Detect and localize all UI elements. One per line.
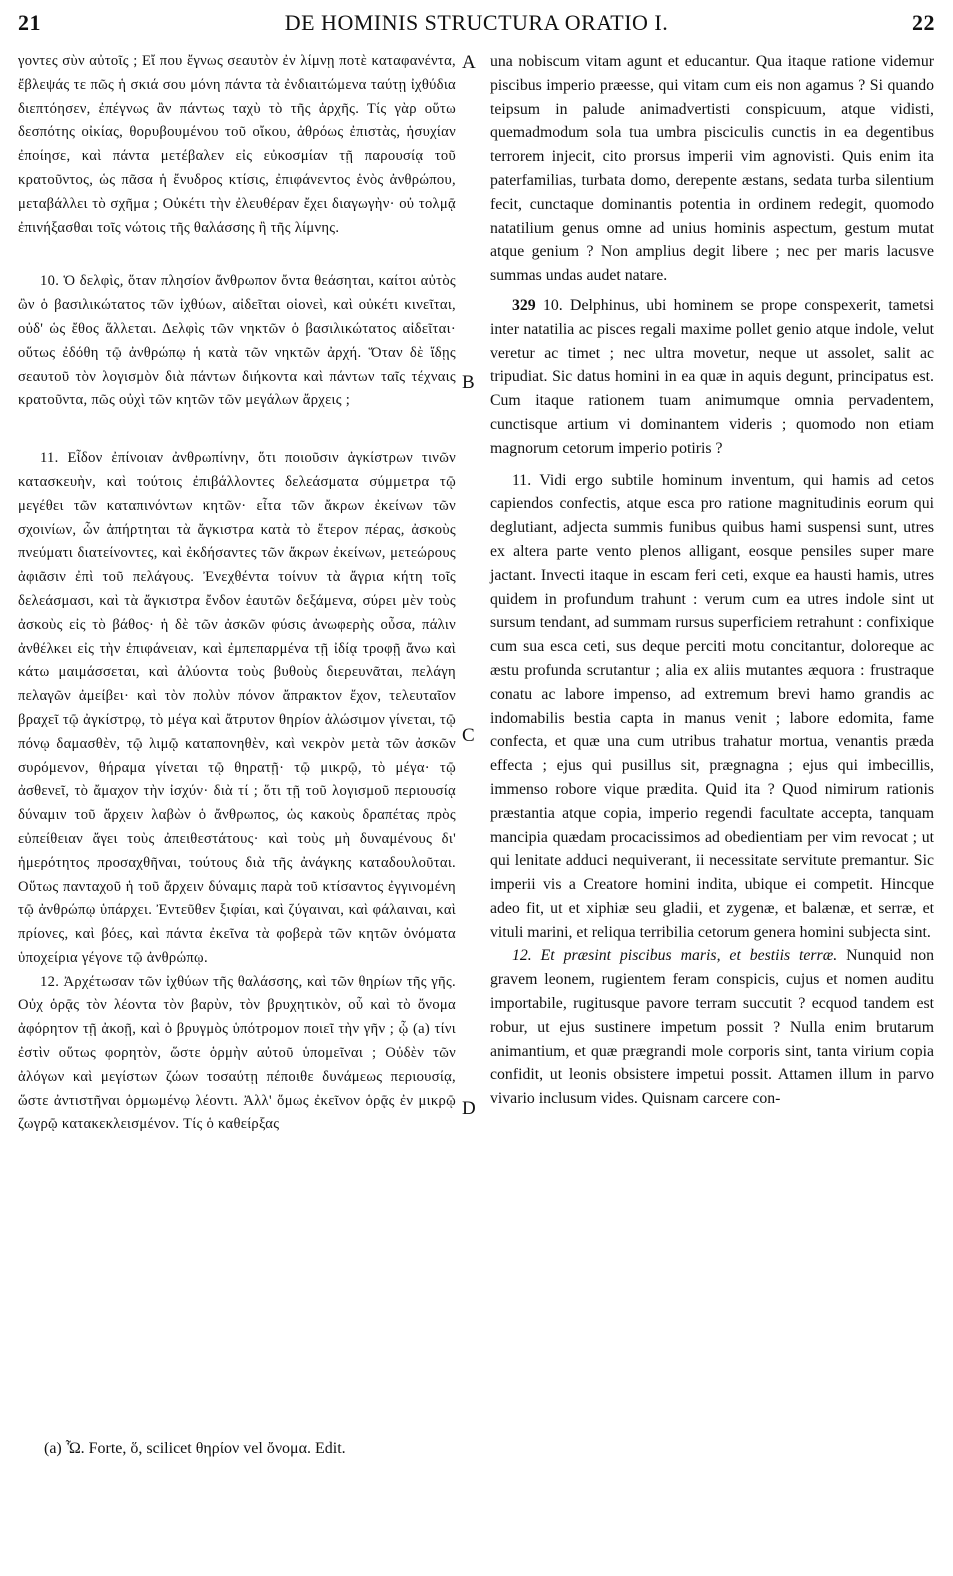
greek-paragraph-9: γοντες σὺν αὐτοῖς ; Εἴ που ἔγνως σεαυτὸν ἐν λίμνῃ ποτὲ καταφανέντα, ἔβλεψάς τε πῶς ἡ σκιά σου μόνη πάντα τὰ ἐνδιαιτώμενα ταύτῃ ἰχθύδια διεπτόησεν, ἐπέγνως ἂν πάντως ταχὺ τὸ τῆς ἀρχῆς. Τίς γὰρ οὕτω δεσπότης οἰκίας, θορυβουμένου τοῦ οἴκου, ἀθρόως ἐπιστὰς, ἡσυχίαν ἐποίησε, καὶ πάντα μετέβαλεν εἰς εὐκοσμίαν τῇ παρουσίᾳ τοῦ κρατοῦντος, ὡς πᾶσα ἡ ἔνυδρος κτίσις, ἐπιφάνεντος ἑνὸς ἀνθρώπου, μεταβάλλει τὸ σχῆμα ; Οὐκέτι τὴν ἐλευθέραν ἔχει διαγωγὴν· οὐ τολμᾷ ἐπινήξασθαι τοῖς νώτοις τῆς θαλάσσης ἢ τῆς λίμνης. (18, 53, 456, 236)
latin-paragraph-12-text: Nunquid non gravem leonem, rugientem feram conspicis, cujus et nomen auditu importabile, rugitusque pavore terram succutit ? ecquod tandem est robur, ut ejus sustinere impetum possit ? Nulla enim brutarum animantium, et quæ prægrandi mole corporis sint, tanta virium copia confidit, ut leonis obsistere impetui possit. Attamen illum in parvo vivario inclusum vides. Quisnam carcere con- (490, 947, 934, 1108)
margin-letter-d: D (462, 1098, 476, 1119)
latin-paragraph-9: una nobiscum vitam agunt et educantur. Qua itaque ratione videmur piscibus imperio præesse, qui vitam cum eis non agamus ? Si quando teipsum in palude animadvertisti conspicuum, atque vidisti, quemadmodum sola tua umbra pisciculis cunctis in ea degentibus terrorem injecit, cito prorsus imperii vim agnovisti. Quis enim ita paterfamilias, turbata domo, derepente æstans, sedata turba silentium fecit, cunctaque dominantis potentia in ordinem redegit, quomodo natatilium genus omne ad unius hominis aspectum, gestum mutat atque genium ? Non amplius degit libere ; nec per maris lacusve summas undas audet natare. (490, 53, 934, 285)
left-page-number: 21 (18, 10, 41, 35)
margin-letter-b: B (462, 372, 475, 393)
right-page-number: 22 (912, 10, 935, 35)
latin-paragraph-12 (490, 944, 934, 1111)
footnote: (a) Ὧ. Forte, ὅ, scilicet θηρίον vel ὄνομα. Edit. (44, 1440, 346, 1457)
latin-paragraph-10 (490, 294, 934, 461)
latin-paragraph-11: 11. Vidi ergo subtile hominum inventum, qui hamis ad cetos capiendos confectis, atque esca pro ratione magnitudinis eorum qui deglutiant, adjecta summis funibus quibus hami suspensi sunt, utres ex altera parte vento plenos alligant, eosque pensiles super mare jactant. Invecti itaque in escam feri ceti, exque ea hausti hamis, utres quidem in profundum trahunt : verum cum ea utres indole sint ut sursum tendant, ad summam rursus superficiem retrahunt : confixique cum sua esca ceti, sus deque perciti motu concitantur, doloreque ac æstu profunda scrutantur ; alia ex aliis mutantes æquora : frustraque conatu ac labore impenso, ad extremum brevi hamo grandis ac indomabilis bestia capta in manus venit ; labore edomita, fame confecta, et quæ una cum utribus trahatur mortua, venantis præda effecta ; ejus qui pusillus sit, prægnagna ; ejus qui imbecillis, immenso robore viquе prædita. Quid ita ? Quod nimirum rationis præstantia atque copia, imperio regendi facultate accepta, tanquam mancipia quædam procacissimos ad obedientiam per vim revocat ; ut qui lenitate adduci nequiverant, ii necessitate servitute premantur. Sic imperii vis a Creatore homini indita, ubique ei competit. Hincque adeo fit, ut et xiphiæ seu gladii, et zygenæ, et balænæ, et serræ, et vituli marini, et reliqua terribilia cetorum genera homini subjecta sint. (490, 471, 934, 941)
latin-column (490, 50, 934, 1111)
greek-paragraph-10: 10. Ὁ δελφὶς, ὅταν πλησίον ἄνθρωπον ὄντα θεάσηται, καίτοι αὐτὸς ὢν ὁ βασιλικώτατος τῶν ἰχθύων, αἰδεῖται οἱονεὶ, καὶ οὐκέτι κινεῖται, οὐδ' ὡς ἔθος ἅλλεται. Δελφὶς τῶν νηκτῶν ὁ βασιλικώτατος αἰδεῖται· οὕτως ἐδόθη τῷ ἀνθρώπῳ ἡ κατὰ τῶν νηκτῶν ἀρχή. Ὅταν δὲ ἴδῃς σεαυτοῦ τὸν λογισμὸν διὰ πάντων διήκοντα καὶ πάντων ταῖς τέχναις κρατοῦντα, πῶς οὐχὶ τῶν κητῶν τῶν μεγάλων ἄρχεις ; (18, 273, 456, 409)
latin-paragraph-10-text: 10. Delphinus, ubi hominem se prope conspexerit, tametsi inter natatilia ac pisces regali maxime pollet genio atque indole, velut veretur ac timet ; nec ultra movetur, neque ut assolet, salit ac tripudiat. Sic datus homini in ea quæ in aquis degunt, principatus est. Cum itaque rationem tuam animumque omnia pervadentem, cunctisque artium vi dominantem videris ; quomodo non etiam magnorum cetorum imperio potiris ? (490, 296, 934, 457)
greek-column (18, 50, 456, 1137)
latin-paragraph-12-heading: 12. Et præsint piscibus maris, et bestiis terræ. (512, 947, 838, 965)
greek-paragraph-11: 11. Εἶδον ἐπίνοιαν ἀνθρωπίνην, ὅτι ποιοῦσιν ἀγκίστρων τινῶν κατασκευὴν, καὶ τούτοις ἐπιβάλλοντες δελεάσματα σύμμετρα τῷ μεγέθει τῶν καταπινόντων κητῶν· εἶτα τῶν ἄκρων ἐκείνων τῶν σχοινίων, ὧν ἀπήρτηται τὰ ἄγκιστρα κατὰ τὸ ἕτερον πέρας, ἀσκοὺς πνεύματι διατείνοντες, καὶ ἐκδήσαντες τῶν ἄκρων ἐκείνων, μετεώρους ἀφιᾶσιν ἐπὶ τοῦ πελάγους. Ἐνεχθέντα τοίνυν τὰ ἄγρια κήτη τοῖς δελεάσμασι, καὶ τὰ ἄγκιστρα ἔνδον ἑαυτῶν δεξάμενα, σύρει μὲν τοὺς ἀσκοὺς εἰς τὸ βάθος· ἡ δὲ τῶν ἀσκῶν φύσις ἀνωφερὴς οὖσα, πάλιν ἀνθέλκει εἰς τὴν ἐπιφάνειαν, καὶ ἐμπεπαρμένα τῇ ἰδίᾳ τροφῇ ἄνω καὶ κάτω μαιμάσσεται, καὶ ἀλύοντα τοὺς βυθοὺς διερευνᾶται, πελάγη πελαγῶν ἀμείβει· καὶ τὸν πολὺν πόνον ἄπρακτον ἔχον, τελευταῖον βραχεῖ τῷ ἀγκίστρῳ, τὸ μέγα καὶ ἄτρυτον θηρίον ἁλώσιμον γίνεται, τῷ πόνῳ δαμασθὲν, τῷ λιμῷ καταπονηθὲν, καὶ νεκρὸν μετὰ τῶν ἀσκῶν συρόμενον, θήραμα γίνεται τῷ θηρατῇ· τῷ μικρῷ, τὸ μέγα· τῷ ἀσθενεῖ, τὸ ἄμαχον τὴν ἰσχύν· διὰ τί ; ὅτι τῇ τοῦ λογισμοῦ περιουσίᾳ δύναμιν τοῦ ἄρχειν λαβὼν ὁ ἄνθρωπος, ὡς κακοὺς δραπέτας πρὸς εὐπείθειαν ἄγει τοὺς ἀπειθεστάτους· καὶ τοὺς μὴ δυναμένους δι' ἡμερότητος προσαχθῆναι, τούτους διὰ τῆς ἀνάγκης καταδουλοῦται. Οὕτως πανταχοῦ ἡ τοῦ ἄρχειν δύναμις παρὰ τοῦ κτίσαντος ἐγγινομένη τῷ ἀνθρώπῳ ὑπάρχει. Ἐντεῦθεν ξιφίαι, καὶ ζύγαιναι, καὶ φάλαιναι, καὶ πρίονες, καὶ βόες, καὶ πάντα ἐκεῖνα τὰ φοβερὰ τῶν κητῶν ὀνόματα ὑποχείρια γέγονε τῷ ἀνθρώπῳ. (18, 450, 456, 966)
edition-page-number: 329 (512, 296, 536, 314)
margin-letter-c: C (462, 725, 475, 746)
greek-paragraph-12: 12. Ἀρχέτωσαν τῶν ἰχθύων τῆς θαλάσσης, καὶ τῶν θηρίων τῆς γῆς. Οὐχ ὁρᾷς τὸν λέοντα τὸν βαρὺν, τὸν βρυχητικὸν, οὗ καὶ τὸ ὄνομα ἀφόρητον τῇ ἀκοῇ, καὶ ὁ βρυγμὸς ὑπότρομον ποιεῖ τὴν γῆν ; ᾧ (a) τίνι ἐστὶν οὕτως φορητὸν, ὥστε ὁρμὴν αὐτοῦ ὑπομεῖναι ; Οὐδὲν τῶν ἀλόγων καὶ μεγίστων ζώων τοσαύτῃ πέποιθε δυνάμεως περιουσίᾳ, ὥστε ἀντιστῆναι ὁρμωμένῳ λέοντι. Ἀλλ' ὅμως ἐκεῖνον ὁρᾷς ἐν μικρῷ ζωγρῷ κατακεκλεισμένον. Τίς ὁ καθείρξας (18, 973, 456, 1133)
running-header (18, 10, 935, 44)
margin-letter-a: A (462, 52, 476, 73)
running-title: DE HOMINIS STRUCTURA ORATIO I. (284, 10, 669, 35)
